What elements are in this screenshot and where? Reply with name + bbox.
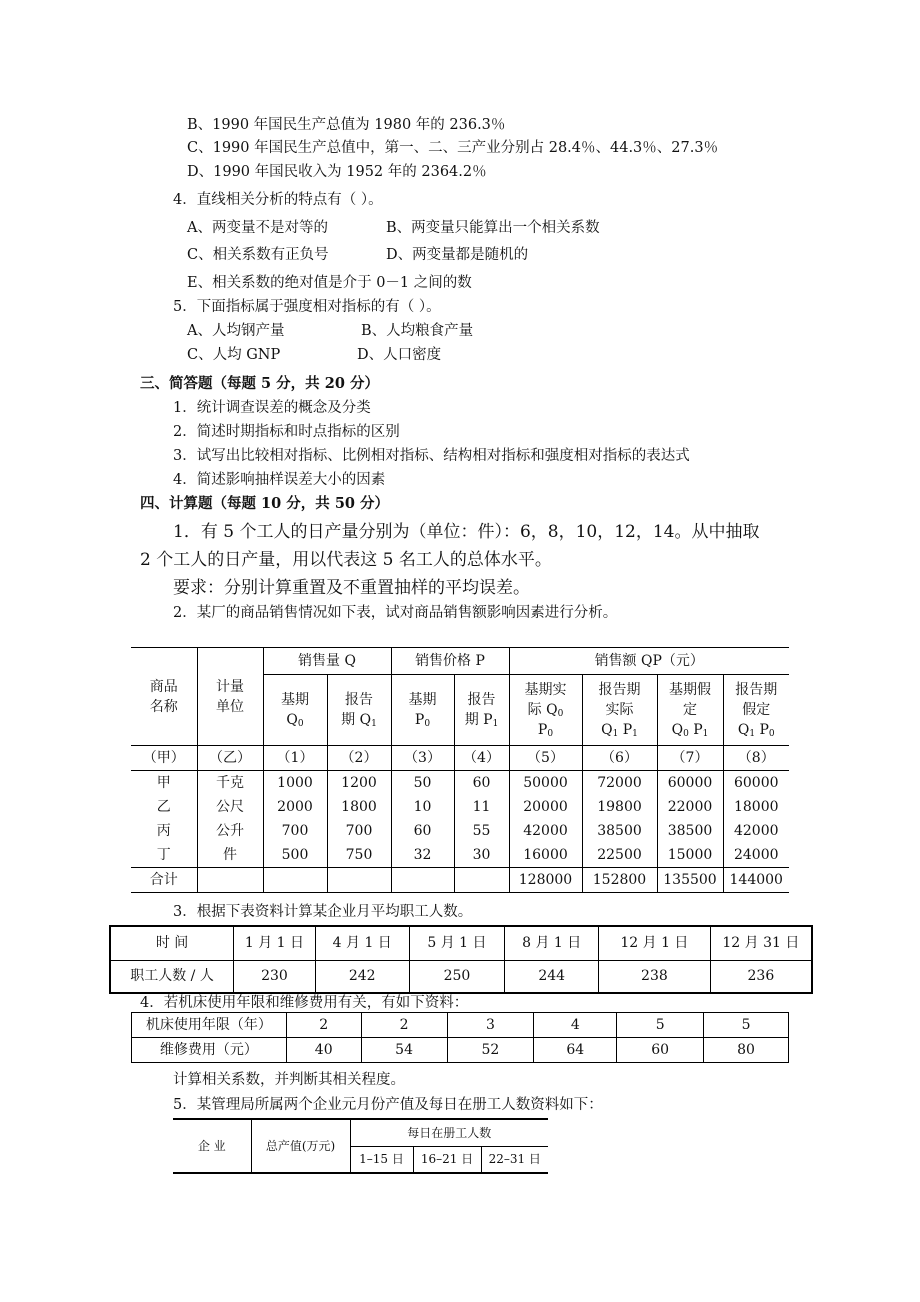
q0-values-cell: 1000 2000 700 500 <box>263 771 327 868</box>
period-cell: 1–15 日 <box>350 1146 413 1173</box>
date-cell: 1 月 1 日 <box>234 926 316 960</box>
index-cell: （3） <box>391 746 454 771</box>
header-amount: 销售额 QP（元） <box>509 648 789 675</box>
header-q0p0: 基期实 际 $Q_0$ $P_0$ <box>509 675 582 746</box>
period-cell: 16–21 日 <box>413 1146 481 1173</box>
count-cell: 238 <box>599 960 711 993</box>
total-q0p0: 128000 <box>509 868 582 893</box>
date-cell: 4 月 1 日 <box>315 926 409 960</box>
header-product-name: 商品 名称 <box>131 648 197 746</box>
q4-option-c: C、相关系数有正负号 <box>187 247 329 263</box>
date-cell: 12 月 31 日 <box>710 926 812 960</box>
q4-option-b: B、两变量只能算出一个相关系数 <box>386 220 600 236</box>
header-price: 销售价格 P <box>391 648 509 675</box>
q3-option-c: C、1990 年国民生产总值中，第一、二、三产业分别占 28.4％、44.3％、27.3％ <box>187 140 719 156</box>
date-cell: 5 月 1 日 <box>409 926 505 960</box>
machine-table <box>131 1012 789 1063</box>
q0p0-values-cell: 50000 20000 42000 16000 <box>509 771 582 868</box>
q5-option-a: A、人均钢产量 <box>187 323 285 339</box>
header-quantity: 销售量 Q <box>263 648 391 675</box>
section3-title: 三、简答题（每题 5 分，共 20 分） <box>140 375 379 392</box>
section4-title: 四、计算题（每题 10 分，共 50 分） <box>140 495 390 512</box>
header-q1p1: 报告期 实际 $Q_1$ $P_1$ <box>582 675 657 746</box>
problem1-requirement: 要求：分别计算重置及不重置抽样的平均误差。 <box>173 578 530 598</box>
q1p1-values-cell: 72000 19800 38500 22500 <box>582 771 657 868</box>
problem4-after-text: 计算相关系数，并判断其相关程度。 <box>173 1072 405 1088</box>
problem1-line1: 1．有 5 个工人的日产量分别为（单位：件）：6，8，10，12，14。从中抽取 <box>173 522 760 542</box>
q4-option-a: A、两变量不是对等的 <box>187 220 328 236</box>
index-cell: （8） <box>723 746 789 771</box>
section3-item-3: 3．试写出比较相对指标、比例相对指标、结构相对指标和强度相对指标的表达式 <box>173 448 690 464</box>
years-cell: 2 <box>361 1013 447 1038</box>
header-daily-workers: 每日在册工人数 <box>350 1119 548 1146</box>
section3-item-2: 2．简述时期指标和时点指标的区别 <box>173 424 400 440</box>
index-cell: （1） <box>263 746 327 771</box>
enterprise-table <box>173 1118 548 1174</box>
years-cell: 2 <box>286 1013 361 1038</box>
count-cell: 242 <box>315 960 409 993</box>
years-cell: 4 <box>534 1013 617 1038</box>
count-cell: 236 <box>710 960 812 993</box>
units-cell: 千克 公尺 公升 件 <box>197 771 263 868</box>
q4-stem: 4．直线相关分析的特点有（ ）。 <box>173 192 383 208</box>
q4-option-e: E、相关系数的绝对值是介于 0－1 之间的数 <box>187 275 472 291</box>
total-q0p1: 135500 <box>657 868 723 893</box>
p0-values-cell: 50 10 60 32 <box>391 771 454 868</box>
count-cell: 230 <box>234 960 316 993</box>
cost-cell: 40 <box>286 1038 361 1063</box>
header-machine-years: 机床使用年限（年） <box>132 1013 287 1038</box>
cost-cell: 54 <box>361 1038 447 1063</box>
header-unit: 计量 单位 <box>197 648 263 746</box>
q5-option-d: D、人口密度 <box>357 347 442 363</box>
header-q1: 报告 期 $Q_1$ <box>327 675 391 746</box>
header-p0: 基期 $P_0$ <box>391 675 454 746</box>
total-q1p0: 144000 <box>723 868 789 893</box>
index-cell: （7） <box>657 746 723 771</box>
date-cell: 8 月 1 日 <box>505 926 599 960</box>
q3-option-d: D、1990 年国民收入为 1952 年的 2364.2％ <box>187 164 487 180</box>
problem3-text: 3．根据下表资料计算某企业月平均职工人数。 <box>173 904 473 920</box>
problem2-text: 2．某厂的商品销售情况如下表，试对商品销售额影响因素进行分析。 <box>173 605 618 621</box>
workers-table <box>109 925 813 994</box>
period-cell: 22–31 日 <box>481 1146 548 1173</box>
section3-item-1: 1．统计调查误差的概念及分类 <box>173 400 371 416</box>
index-cell: （乙） <box>197 746 263 771</box>
date-cell: 12 月 1 日 <box>599 926 711 960</box>
cost-cell: 64 <box>534 1038 617 1063</box>
index-cell: （5） <box>509 746 582 771</box>
index-cell: （4） <box>454 746 509 771</box>
header-total-output: 总产值(万元) <box>251 1119 350 1173</box>
q0p1-values-cell: 60000 22000 38500 15000 <box>657 771 723 868</box>
index-cell: （甲） <box>131 746 197 771</box>
header-q1p0: 报告期 假定 $Q_1$ $P_0$ <box>723 675 789 746</box>
q1p0-values-cell: 60000 18000 42000 24000 <box>723 771 789 868</box>
p1-values-cell: 60 11 55 30 <box>454 771 509 868</box>
years-cell: 5 <box>617 1013 704 1038</box>
header-repair-cost: 维修费用（元） <box>132 1038 287 1063</box>
years-cell: 5 <box>704 1013 789 1038</box>
q5-option-c: C、人均 GNP <box>187 347 281 363</box>
q5-option-b: B、人均粮食产量 <box>361 323 474 339</box>
section3-item-4: 4．简述影响抽样误差大小的因素 <box>173 472 386 488</box>
cost-cell: 52 <box>447 1038 534 1063</box>
total-label: 合计 <box>131 868 197 893</box>
total-q1p1: 152800 <box>582 868 657 893</box>
q4-option-d: D、两变量都是随机的 <box>386 247 529 263</box>
header-enterprise: 企 业 <box>173 1119 251 1173</box>
q3-option-b: B、1990 年国民生产总值为 1980 年的 236.3％ <box>187 117 506 133</box>
header-p1: 报告 期 $P_1$ <box>454 675 509 746</box>
sales-table <box>131 647 789 893</box>
q1-values-cell: 1200 1800 700 750 <box>327 771 391 868</box>
years-cell: 3 <box>447 1013 534 1038</box>
count-cell: 250 <box>409 960 505 993</box>
header-q0: 基期 $Q_0$ <box>263 675 327 746</box>
cost-cell: 80 <box>704 1038 789 1063</box>
index-cell: （6） <box>582 746 657 771</box>
q5-stem: 5．下面指标属于强度相对指标的有（ ）。 <box>173 299 441 315</box>
header-time: 时 间 <box>110 926 234 960</box>
header-q0p1: 基期假 定 $Q_0$ $P_1$ <box>657 675 723 746</box>
problem4-text: 4．若机床使用年限和维修费用有关，有如下资料： <box>140 995 469 1011</box>
count-cell: 244 <box>505 960 599 993</box>
problem5-text: 5．某管理局所属两个企业元月份产值及每日在册工人数资料如下： <box>173 1097 603 1113</box>
problem1-line2: 2 个工人的日产量，用以代表这 5 名工人的总体水平。 <box>140 550 552 570</box>
cost-cell: 60 <box>617 1038 704 1063</box>
index-cell: （2） <box>327 746 391 771</box>
product-names-cell: 甲 乙 丙 丁 <box>131 771 197 868</box>
header-worker-count: 职工人数 / 人 <box>110 960 234 993</box>
